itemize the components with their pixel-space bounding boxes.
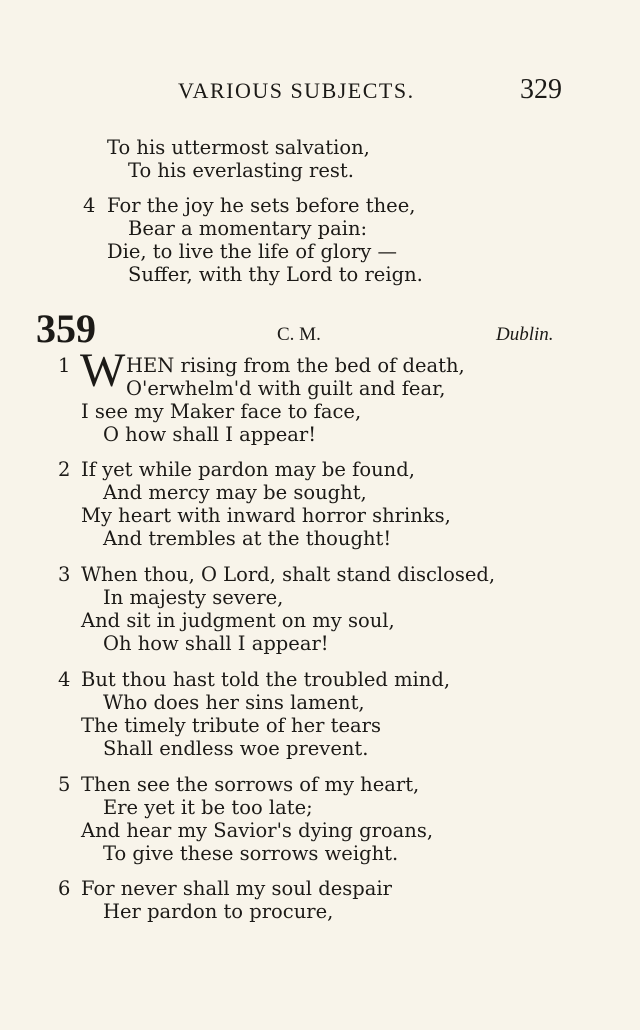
verse-line: If yet while pardon may be found, [81, 458, 415, 481]
verse-line: Her pardon to procure, [103, 900, 334, 923]
verse-line: Die, to live the life of glory — [107, 240, 398, 263]
verse-line: Oh how shall I appear! [103, 632, 329, 655]
verse-line: And mercy may be sought, [103, 481, 367, 504]
verse-number: 1 [58, 354, 71, 377]
running-title: VARIOUS SUBJECTS. [178, 78, 415, 103]
verse-line: O'erwhelm'd with guilt and fear, [126, 377, 446, 400]
verse-line: HEN rising from the bed of death, [126, 354, 465, 377]
page-number: 329 [520, 74, 562, 105]
verse-line: Shall endless woe prevent. [103, 737, 369, 760]
verse-line: When thou, O Lord, shalt stand disclosed, [81, 563, 496, 586]
verse-line: Ere yet it be too late; [103, 796, 313, 819]
verse-number: 4 [83, 194, 96, 217]
hymn-meter: C. M. [277, 324, 321, 345]
verse-line: The timely tribute of her tears [81, 714, 381, 737]
verse-line: To his everlasting rest. [128, 159, 354, 182]
tune-name: Dublin. [496, 324, 554, 345]
verse-line: To his uttermost salvation, [107, 136, 370, 159]
verse-line: My heart with inward horror shrinks, [81, 504, 451, 527]
hymn-number: 359 [36, 306, 96, 351]
verse-line: Then see the sorrows of my heart, [81, 773, 420, 796]
verse-number: 5 [58, 773, 71, 796]
verse-line: Bear a momentary pain: [128, 217, 368, 240]
verse-number: 4 [58, 668, 71, 691]
verse-line: I see my Maker face to face, [81, 400, 362, 423]
verse-number: 3 [58, 563, 71, 586]
verse-line: But thou hast told the troubled mind, [81, 668, 451, 691]
verse-line: In majesty severe, [103, 586, 284, 609]
verse-line: Suffer, with thy Lord to reign. [128, 263, 423, 286]
verse-line: And hear my Savior's dying groans, [81, 819, 434, 842]
verse-line: For never shall my soul despair [81, 877, 392, 900]
verse-line: And sit in judgment on my soul, [81, 609, 395, 632]
verse-number: 2 [58, 458, 71, 481]
verse-line: Who does her sins lament, [103, 691, 365, 714]
drop-cap: W [80, 344, 126, 397]
verse-number: 6 [58, 877, 71, 900]
verse-line: To give these sorrows weight. [103, 842, 399, 865]
verse-line: For the joy he sets before thee, [107, 194, 416, 217]
verse-line: And trembles at the thought! [103, 527, 392, 550]
verse-line: O how shall I appear! [103, 423, 317, 446]
